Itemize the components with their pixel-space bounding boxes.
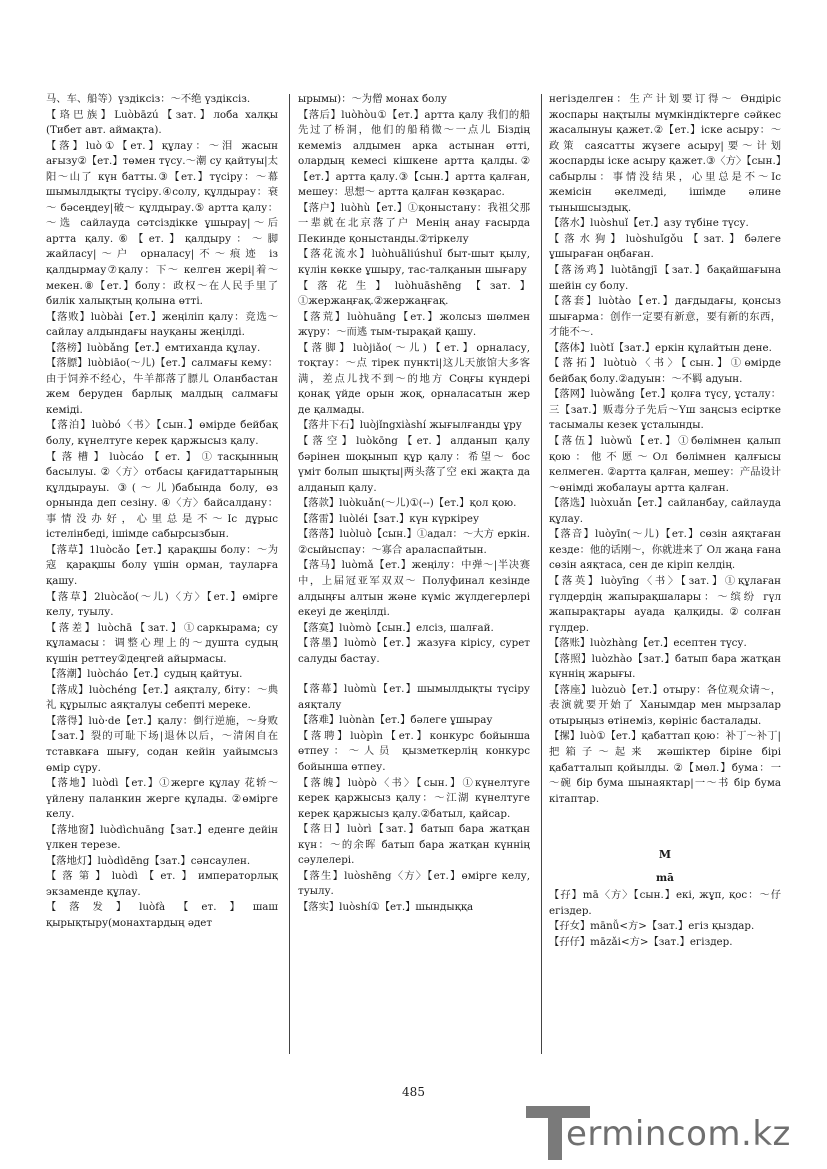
dictionary-entry: 【摞】luò①【ет.】қабаттап қою：补丁～补丁|把箱子～起来 жәшіктер біріне бірі қабатталып қойылды. ②【мөл.】бума：一～碗 бір бума шынаяктар|一～书 бір бума кітаптар. — [549, 730, 781, 805]
dictionary-entry: 【落】luò①【ет.】құлау：～泪 жасын ағызу②【ет.】төмен түсу.～潮 су қайтуы|太阳～山了 күн батты.③【ет.】түсіру：～幕 шымылдықты түсіру.④солу, құлдырау：衰～ бәсеңдеу|破～ құлдырау.⑤ артта қалу：～选 сайлауда сәтсіздікке ұшырау|～后 артта қалу.⑥【ет.】қалдыру：～脚 жайласу|～户 орналасу|不～痕迹 із қалдырмау⑦қалу：下～ келген жері|着～ мекен.⑧【ет.】болу：政权～在人民手里了 билік халықтың қолына өтті. — [46, 139, 278, 308]
dictionary-entry: 【落寞】luòmò【сын.】елсіз, шалғай. — [298, 621, 494, 634]
dictionary-entry: 【落花流水】luòhuāliúshuǐ быт-шыт қылу, күлін көкке ұшыру, тас-талқанын шығару — [298, 248, 530, 277]
dictionary-entry: 【落照】luòzhào【зат.】батып бара жатқан күннің жарығы. — [549, 652, 781, 681]
dictionary-entry: 【落后】luòhòu①【ет.】артта қалу 我们的船先过了桥洞，他们的船稍微～一点儿 Біздің кемеміз алдымен арка астынан өтті, олардың кемесі кішкене артта қалды.②【ет.】артта қалу.③【сын.】артта қалған, мешеу：思想～ артта қалған көзқарас. — [298, 108, 530, 199]
watermark-text: ermincom.kz — [566, 1114, 791, 1154]
dictionary-entry: 【珞巴族】Luòbāzú【зат.】лоба халқы (Тибет авт. аймақта). — [46, 108, 278, 137]
dictionary-entry: 【落音】luòyīn(～儿)【ет.】сөзін аяқтаған кезде：他的话刚～，你就进来了 Ол жаңа ғана сөзін аяқтаса, сен де кіріп келдің. — [549, 528, 781, 572]
dictionary-entry: 【落泊】luòbó〈书〉【сын.】өмірде бейбақ болу, күнелтуге керек қаржысыз қалу. — [46, 419, 278, 448]
dictionary-entry: 【落潮】luòcháo【ет.】судың қайтуы. — [46, 668, 243, 681]
dictionary-entry: 【落得】luò·de【ет.】қалу：倒行逆施，～身败【зат.】裂的可耻下场|退休以后，～清闲自在 тставкаға шығу, содан кейін уайымсыз өмір сүру. — [46, 714, 278, 774]
dictionary-entry: 【落款】luòkuǎn(～儿)①(--)【ет.】қол қою. — [298, 497, 517, 510]
dictionary-entry: 【落草】2luòcǎo(～儿)〈方〉【ет.】өмірге келу, туылу. — [46, 590, 278, 619]
dictionary-entry: 马、车、船等）үздіксіз：～不绝 үздіксіз. — [46, 93, 251, 105]
dictionary-entry: 【落英】luòyīng〈书〉【зат.】①құлаған гүлдердің жапырақшалары：～缤纷 гүл жапырақтары ауада қалқиды.②солған гүлдер. — [549, 574, 781, 634]
dictionary-entry: 【落难】luònàn【ет.】бәлеге ұшырау — [298, 714, 493, 727]
dictionary-entry: 【落生】luòshēng〈方〉【ет.】өмірге келу, туылу. — [298, 869, 530, 898]
dictionary-entry: 【落日】luòrì【зат.】батып бара жатқан күн：～的余晖 батып бара жатқан күннің сәулелері. — [298, 823, 530, 867]
page-number: 485 — [402, 1085, 425, 1099]
dictionary-entry: 【落落】luòluò【сын.】①адал：～大方 еркін. ②сыйыспау：～寡合 араласпайтын. — [298, 528, 530, 556]
dictionary-entry: 【落水狗】luòshuǐgǒu【зат.】бәлеге ұшыраған оңбаған. — [549, 232, 781, 261]
dictionary-entry: 【落套】luòtào【ет.】дағдыдағы, қонсыз шығарма：创作一定要有新意，要有新的东西，才能不～. — [549, 295, 781, 339]
dictionary-entry: 【落幕】luòmù【ет.】шымылдықты түсіру аяқталу — [298, 683, 530, 711]
dictionary-entry: 【落网】luòwǎng【ет.】қолға түсу, ұсталу：三【зат.】贩毒分子先后～Үш заңсыз есірткe тасымалы кезек ұсталынды. — [549, 388, 781, 432]
dictionary-entry: 【落户】luòhù【ет.】①қоныстану：我祖父那一辈就在北京落了户 Менің анау ғасырда Пекинде қоныстанды.②тіркелу — [298, 201, 530, 245]
dictionary-entry: 【孖仔】māzǎi<方>【зат.】егіздер. — [549, 935, 733, 948]
dictionary-entry: 【落第】luòdì【ет.】императорлық экзаменде құлау. — [46, 870, 278, 898]
dictionary-entry — [298, 667, 530, 682]
dictionary-entry: 【落拓】luòtuò〈书〉【сын.】①өмірде бейбақ болу.②адуын：～不羁 адуын. — [549, 357, 781, 385]
dictionary-entry: 【落水】luòshuǐ【ет.】азу түбіне түсу. — [549, 217, 749, 230]
dictionary-entry: 【落地灯】luòdìdēng【зат.】сәнсаулен. — [46, 854, 251, 867]
dictionary-entry: 【落荒】luòhuāng【ет.】жолсыз шөлмен жүру：～而逃 тым-тырақай қашу. — [298, 310, 530, 339]
dictionary-entry: 【落地】luòdì【ет.】①жерге құлау 花轿～ үйлену паланкин жерге құлады. ②өмірге келу. — [46, 777, 278, 821]
dictionary-entry: 【落空】luòkōng【ет.】алданып қалу бәрінен шоқынып құр қалу：希望～ бос үміт болып шықты|两头落了空 екі жақта да алданып қалу. — [298, 435, 530, 494]
column-2 — [298, 92, 530, 1057]
watermark-logo — [526, 1100, 816, 1162]
dictionary-entry: 【落伍】luòwǔ【ет.】①бөлімнен қалып қою：他不愿～Ол бөлімнен қалғысы келмеген. ②артта қалған, мешеу：产品设计～өнімді жобалауы артта қалған. — [549, 435, 781, 494]
dictionary-entry: 【落膘】luòbiāo(～儿)【ет.】салмағы кему：由于饲养不经心，牛羊都落了膘儿 Оланбастан жем беруден барлық малдың салмағы кеміді. — [46, 357, 278, 416]
dictionary-entry: 【落井下石】luòjǐngxiàshí жығылғанды ұру — [298, 419, 522, 432]
sub-heading: mā — [656, 871, 674, 884]
dictionary-entry: 【落体】luòtǐ【зат.】еркін құлайтын дене. — [549, 341, 772, 354]
dictionary-entry: 【落座】luòzuò【ет.】отыру：各位观众请～，表演就要开始了 Ханымдар мен мырзалар отырыңыз өтінеміз, көрініс басталады. — [549, 683, 781, 727]
column-divider-2 — [541, 94, 542, 1054]
dictionary-entry: 【落花生】luòhuāshēng【зат.】①жержаңғақ.②жержаңғақ. — [298, 279, 530, 308]
dictionary-entry: 【孖】mā〈方〉【сын.】екі, жұп, қос：～仔 егіздер. — [549, 889, 781, 917]
dictionary-entry: 【落马】luòmǎ【ет.】жеңілу：中弹～|半决赛中，上届冠亚军双双～ Полуфинал кезінде алдыңғы алтын және күміс жүлдегерлері екеуі де жеңілді. — [298, 559, 530, 619]
dictionary-entry: 【落败】luòbài【ет.】жеңіліп қалу：竞选～сайлау алдындағы науқаны жеңілді. — [46, 310, 278, 339]
dictionary-entry: 【孖女】mānǚ<方>【зат.】егіз қыздар. — [549, 920, 755, 933]
dictionary-entry: 【落魄】luòpò〈书〉【сын.】①күнелтуге керек қаржысыз қалу：～江湖 күнелтуге керек қаржысыз қалу.②батыл, қайсар. — [298, 776, 530, 820]
dictionary-entry: 【落地窗】luòdìchuāng【зат.】еденге дейін үлкен терезе. — [46, 823, 278, 852]
dictionary-entry: 【落实】luòshí①【ет.】шындыққа — [298, 900, 474, 913]
dictionary-entry: 【落聘】luòpìn【ет.】конкурс бойынша өтпеу：～人员 қызметкерлің конкурс бойынша өтпеу. — [298, 729, 530, 773]
dictionary-entry: 【落草】1luòcǎo【ет.】қарақшы болу：～为寇 қарақшы болу үшін орман, тауларға қашу. — [46, 543, 278, 587]
dictionary-page — [46, 92, 781, 1072]
column-1 — [46, 92, 278, 1057]
dictionary-entry: 【落选】luòxuǎn【ет.】сайланбау, сайлауда құлау. — [549, 497, 781, 525]
dictionary-entry: 【落槽】luòcáo【ет.】①тасқынның басылуы. ②〈方〉отбасы қағидаттарының құлдырауы. ③(～儿)бабында болу, өз орнында деп сезіну. ④〈方〉байсалдану：事情没办好，心里总是不～Іс дұрыс істелінбеді, ішімде сабырсызбын. — [46, 450, 278, 541]
dictionary-entry: ырымы)：～为僧 монах болу — [298, 93, 447, 105]
dictionary-entry: 【落差】luòchā【зат.】①саркырама; су құламасы：调整心理上的～душта судың күшін реттеу②деңгей айырмасы. — [46, 621, 278, 665]
dictionary-entry: 【落账】luòzhàng【ет.】есептен түсу. — [549, 637, 747, 650]
dictionary-entry: 【落汤鸡】luòtāngjī【зат.】бақайшағына шейін су болу. — [549, 264, 781, 292]
dictionary-entry: 【落榜】luòbǎng【ет.】емтиханда құлау. — [46, 341, 261, 354]
dictionary-entry: 【落雷】luòléi【зат.】күн күркіреу — [298, 512, 480, 525]
letter-heading: M — [658, 848, 672, 862]
dictionary-entry: 【落成】luòchéng【ет.】аяқталу, біту：～典礼 құрылыс аяқталуы себепті мереке. — [46, 683, 278, 712]
column-3 — [549, 92, 781, 1057]
logo-t-stem — [548, 1106, 562, 1160]
column-divider-1 — [289, 94, 290, 1054]
dictionary-entry: негізделген：生产计划要订得～ Өндіріс жоспары нақтылы мүмкіндіктерге сәйкес жасалынуы қажет.②【ет.】іске асыру：～政策 саясатты жүзеге асыру|要～计划 жоспарды іске асыру қажет.③〈方〉【сын.】сабырлы：事情没结果，心里总是不～Іс жемісін әкелмеді, ішімде әлине тынышсыздық. — [549, 93, 781, 214]
dictionary-entry: 【落脚】luòjiǎo(～儿)【ет.】орналасу, тоқтау：～点 тірек пункті|这儿天旅馆大多客满，差点儿找不到～的地方 Соңғы күндері қонақ үйде орын жоқ, орналасатын жер де қалмады. — [298, 341, 530, 416]
dictionary-entry: 【落发】luòfà【ет.】шаш қырықтыру(монахтардың әдет — [46, 901, 278, 929]
dictionary-entry: 【落墨】luòmò【ет.】жазуға кірісу, сурет салуды бастау. — [298, 637, 530, 665]
